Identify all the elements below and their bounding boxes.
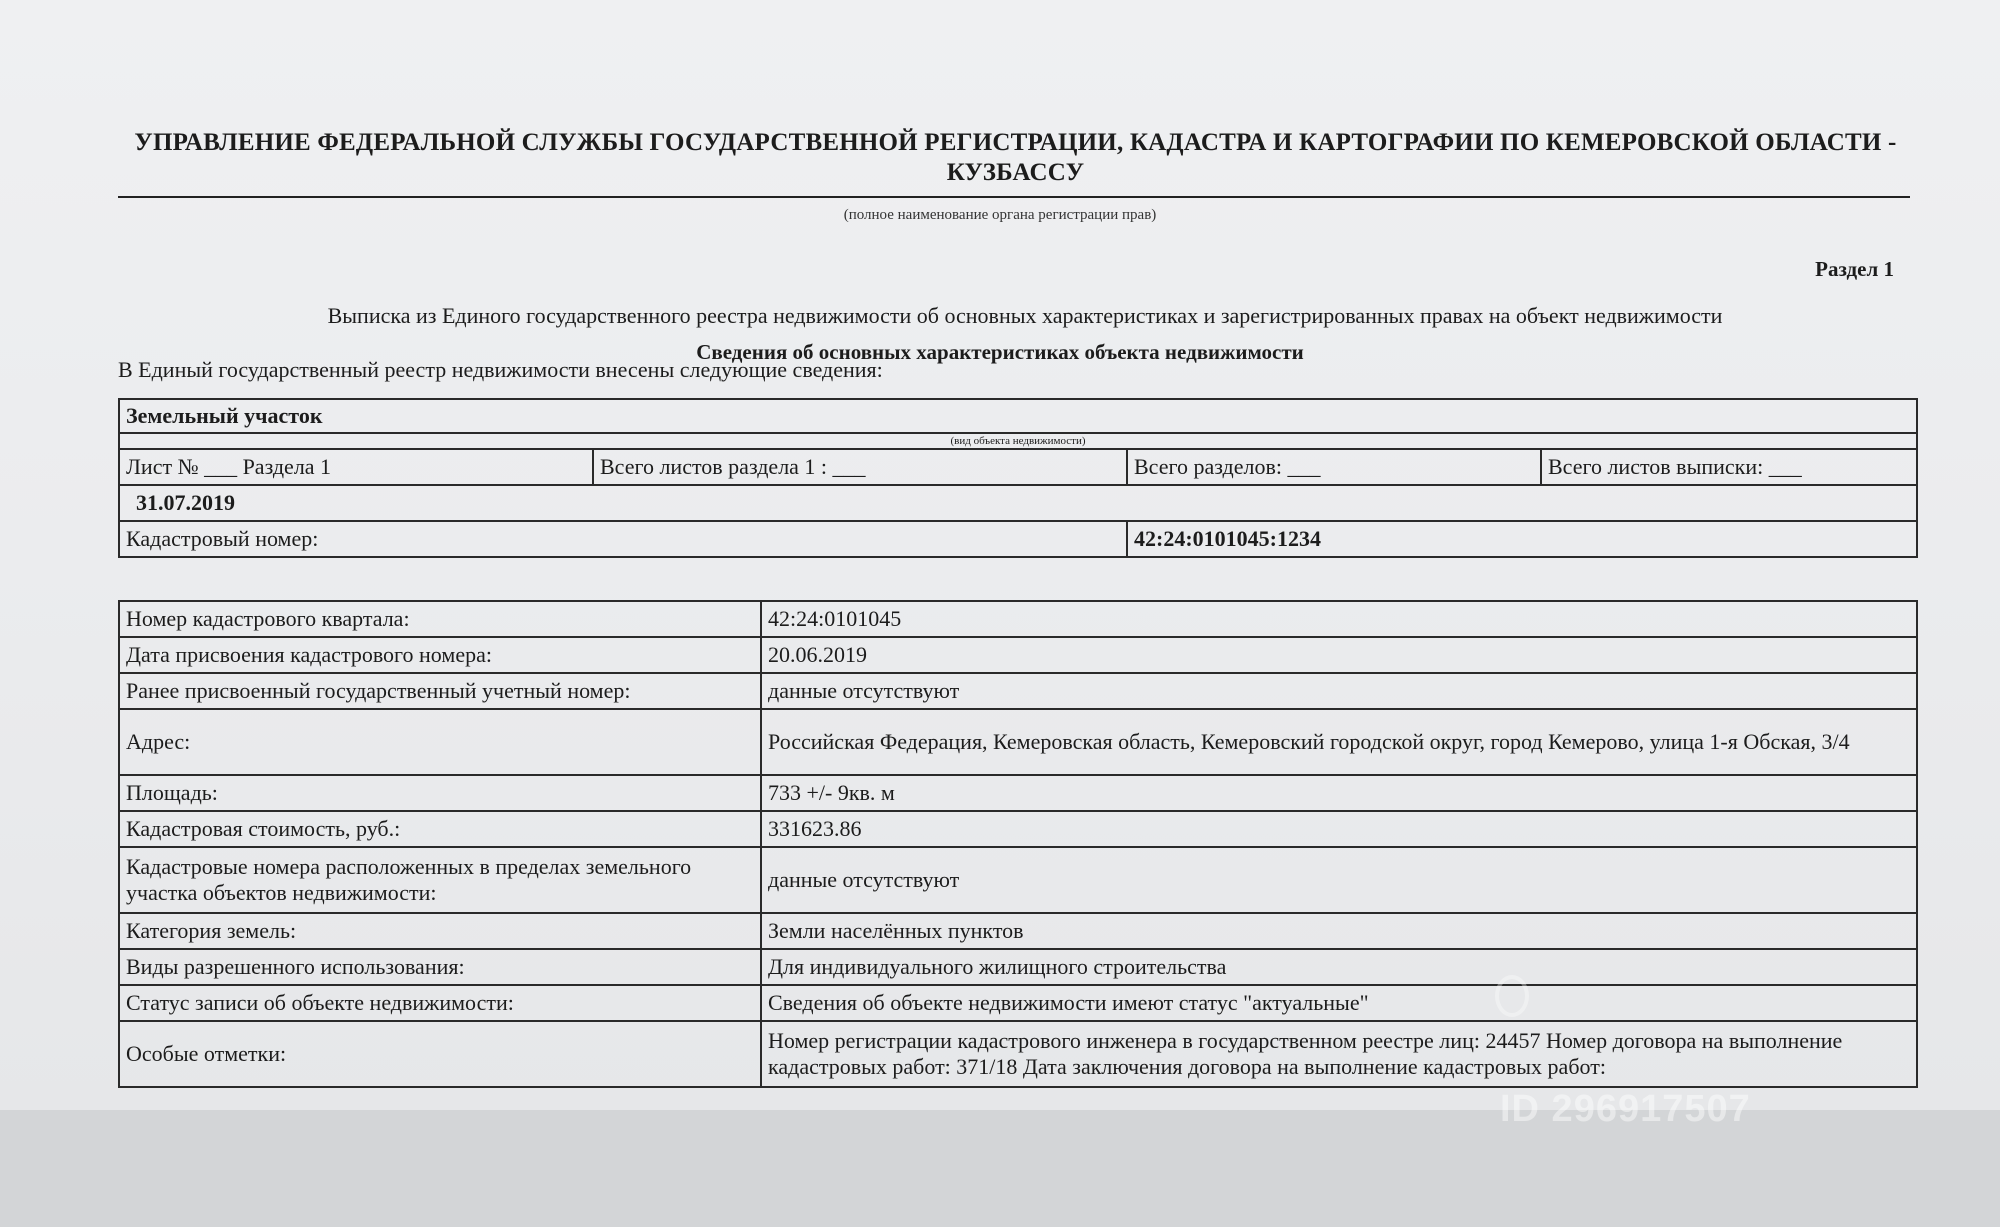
cadastral-number-label: Кадастровый номер: [119, 521, 1127, 557]
location-pin-icon [1495, 975, 1529, 1017]
total-sheets-extract: Всего листов выписки: ___ [1541, 449, 1917, 485]
table-row [119, 673, 1917, 709]
row-label: Адрес: [119, 709, 761, 775]
cadastral-number-value: 42:24:0101045:1234 [1127, 521, 1917, 557]
row-value: 20.06.2019 [761, 637, 1917, 673]
intro-text: В Единый государственный реестр недвижимости внесены следующие сведения: [118, 357, 883, 382]
table-row [119, 913, 1917, 949]
table-row [119, 811, 1917, 847]
row-label: Статус записи об объекте недвижимости: [119, 985, 761, 1021]
row-value: 331623.86 [761, 811, 1917, 847]
sheet-number: Лист № ___ Раздела 1 [119, 449, 593, 485]
watermark-id: ID 296917507 [1500, 1088, 1751, 1130]
object-type-caption: (вид объекта недвижимости) [119, 433, 1917, 449]
total-sections: Всего разделов: ___ [1127, 449, 1541, 485]
extract-title: Выписка из Единого государственного реестра недвижимости об основных характеристиках и зарегистрированных правах на объект недвижимости [327, 303, 1723, 328]
row-value: 42:24:0101045 [761, 601, 1917, 637]
table-row [119, 601, 1917, 637]
table-row [119, 949, 1917, 985]
row-label: Дата присвоения кадастрового номера: [119, 637, 761, 673]
row-value: данные отсутствуют [761, 673, 1917, 709]
title-underline [118, 196, 1910, 198]
row-label: Виды разрешенного использования: [119, 949, 761, 985]
section-label: Раздел 1 [1815, 257, 1894, 281]
table-row [119, 985, 1917, 1021]
total-sheets-section: Всего листов раздела 1 : ___ [593, 449, 1127, 485]
object-type: Земельный участок [119, 399, 1917, 433]
row-value: Сведения об объекте недвижимости имеют статус "актуальные" [761, 985, 1917, 1021]
authority-caption: (полное наименование органа регистрации прав) [843, 207, 1157, 223]
row-value: Номер регистрации кадастрового инженера в государственном реестре лиц: 24457 Номер договора на выполнение кадастровых работ: 371/18 Дата заключения договора на выполнение кадастровых работ: [761, 1021, 1917, 1087]
row-value: данные отсутствуют [761, 847, 1917, 913]
table-row [119, 637, 1917, 673]
row-label: Кадастровая стоимость, руб.: [119, 811, 761, 847]
row-label: Категория земель: [119, 913, 761, 949]
characteristics-table [118, 600, 1918, 1088]
row-value: Для индивидуального жилищного строительства [761, 949, 1917, 985]
extract-subtitle: Сведения об основных характеристиках объекта недвижимости [696, 340, 1304, 364]
table-row [119, 709, 1917, 775]
object-header-table [118, 398, 1918, 558]
table-row [119, 775, 1917, 811]
row-value: Российская Федерация, Кемеровская область, Кемеровский городской округ, город Кемерово, улица 1-я Обская, 3/4 [761, 709, 1917, 775]
table-row [119, 847, 1917, 913]
authority-title: УПРАВЛЕНИЕ ФЕДЕРАЛЬНОЙ СЛУЖБЫ ГОСУДАРСТВЕННОЙ РЕГИСТРАЦИИ, КАДАСТРА И КАРТОГРАФИИ ПО КЕМЕРОВСКОЙ ОБЛАСТИ - КУЗБАССУ [134, 129, 1897, 186]
row-label: Кадастровые номера расположенных в пределах земельного участка объектов недвижимости: [119, 847, 761, 913]
extract-date: 31.07.2019 [119, 485, 1917, 521]
row-label: Площадь: [119, 775, 761, 811]
row-label: Номер кадастрового квартала: [119, 601, 761, 637]
table-row [119, 1021, 1917, 1087]
row-label: Ранее присвоенный государственный учетный номер: [119, 673, 761, 709]
row-value: 733 +/- 9кв. м [761, 775, 1917, 811]
row-label: Особые отметки: [119, 1021, 761, 1087]
row-value: Земли населённых пунктов [761, 913, 1917, 949]
